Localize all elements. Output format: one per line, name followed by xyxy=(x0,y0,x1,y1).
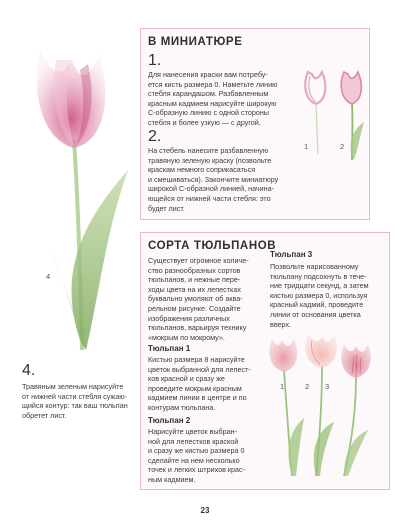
text-line: С-образную линию с одной стороны xyxy=(148,108,269,118)
step-2-number: 2. xyxy=(148,128,162,145)
text-line: ходы цвета на их лепестках xyxy=(148,284,241,294)
text-line: красный кадмий, проведите xyxy=(270,300,364,310)
text-line: Существует огромное количе- xyxy=(148,256,249,265)
text-line: На стебель нанесите разбавленную xyxy=(148,146,269,155)
text-line: тюльпанов, варьируя технику xyxy=(148,323,247,333)
text-line: краскам немного соприкасаться xyxy=(148,165,256,175)
varieties-intro-text xyxy=(148,256,266,342)
tulip-varieties-illustration xyxy=(264,330,386,480)
varieties-panel-title: СОРТА ТЮЛЬПАНОВ xyxy=(148,240,277,252)
step-4-number: 4. xyxy=(22,362,36,379)
text-line: ется кисть размера 0. Наметьте линию xyxy=(148,79,278,89)
text-line: рельном рисунке. Создайте xyxy=(148,303,241,313)
text-line: буквально умоляют об аква- xyxy=(148,294,243,304)
text-line: ной для лепестков краской xyxy=(148,436,239,446)
text-line: линии от основания цветка xyxy=(270,309,361,319)
text-line: широкой С-образной линией, начина- xyxy=(148,184,275,194)
variety-label-3: 3 xyxy=(325,382,330,391)
text-line: красным кадмием нарисуйте широкую xyxy=(148,98,277,108)
tulip-1-heading: Тюльпан 1 xyxy=(148,344,191,353)
text-line: тюльпану подсохнуть в тече- xyxy=(270,271,367,281)
tulip-2-heading: Тюльпан 2 xyxy=(148,416,191,425)
text-line: Кистью размера 8 нарисуйте xyxy=(148,355,245,364)
large-tulip-illustration xyxy=(0,20,140,360)
illustration-label-4: 4 xyxy=(46,272,51,281)
text-line: ющейся от нижней части стебля: это xyxy=(148,193,271,203)
text-line: «мокрым по мокрому». xyxy=(148,332,225,342)
text-line: контурам тюльпана. xyxy=(148,402,216,412)
text-line: будет лист. xyxy=(148,203,185,213)
step-2-text xyxy=(148,146,298,213)
miniature-label-1: 1 xyxy=(304,142,309,151)
page-number: 23 xyxy=(200,506,210,515)
text-line: травяную зеленую краску (позвольте xyxy=(148,155,272,165)
text-line: цветок выбранной для лепест- xyxy=(148,364,251,374)
text-line: вверх. xyxy=(270,319,292,329)
text-line: обретет лист. xyxy=(22,410,67,420)
text-line: ков красной и сразу же xyxy=(148,374,225,384)
variety-label-1: 1 xyxy=(280,382,285,391)
tulip-3-heading: Тюльпан 3 xyxy=(270,250,313,259)
text-line: изображения различных xyxy=(148,313,230,323)
tulip-2-text xyxy=(148,427,266,485)
text-line: проведите мокрым красным xyxy=(148,383,242,393)
text-line: ство разнообразных сортов xyxy=(148,265,241,275)
text-line: тюльпанов, и нежные пере- xyxy=(148,275,241,285)
tulip-3-text xyxy=(270,262,388,329)
step-1-number: 1. xyxy=(148,52,162,69)
text-line: и смешиваться). Закончите миниатюру xyxy=(148,174,279,184)
text-line: и сразу же кистью размера 0 xyxy=(148,446,245,456)
tulip-1-text xyxy=(148,355,266,413)
text-line: кистью размера 0, используя xyxy=(270,290,368,300)
text-line: точек и легких штрихов крас- xyxy=(148,465,246,475)
miniature-panel-title: В МИНИАТЮРЕ xyxy=(148,36,243,48)
text-line: от нижней части стебля сужаю- xyxy=(22,391,127,401)
text-line: стебля и более узкую — с другой. xyxy=(148,117,261,127)
text-line: стебля карандашом. Разбавленным xyxy=(148,89,269,99)
miniature-label-2: 2 xyxy=(340,142,345,151)
text-line: щийся контур: так ваш тюльпан xyxy=(22,401,128,411)
text-line: сделайте на нем несколько xyxy=(148,455,240,465)
text-line: Для нанесения краски вам потребу- xyxy=(148,70,268,79)
text-line: Нарисуйте цветок выбран- xyxy=(148,427,238,436)
text-line: Позвольте нарисованному xyxy=(270,262,359,271)
variety-label-2: 2 xyxy=(305,382,310,391)
text-line: кадмием линии в центре и по xyxy=(148,393,247,403)
step-1-text xyxy=(148,70,298,128)
text-line: ным кадмием. xyxy=(148,474,196,484)
text-line: Травяным зеленым нарисуйте xyxy=(22,382,124,391)
step-4-text xyxy=(22,382,142,420)
text-line: ние тридцати секунд, а затем xyxy=(270,281,369,291)
